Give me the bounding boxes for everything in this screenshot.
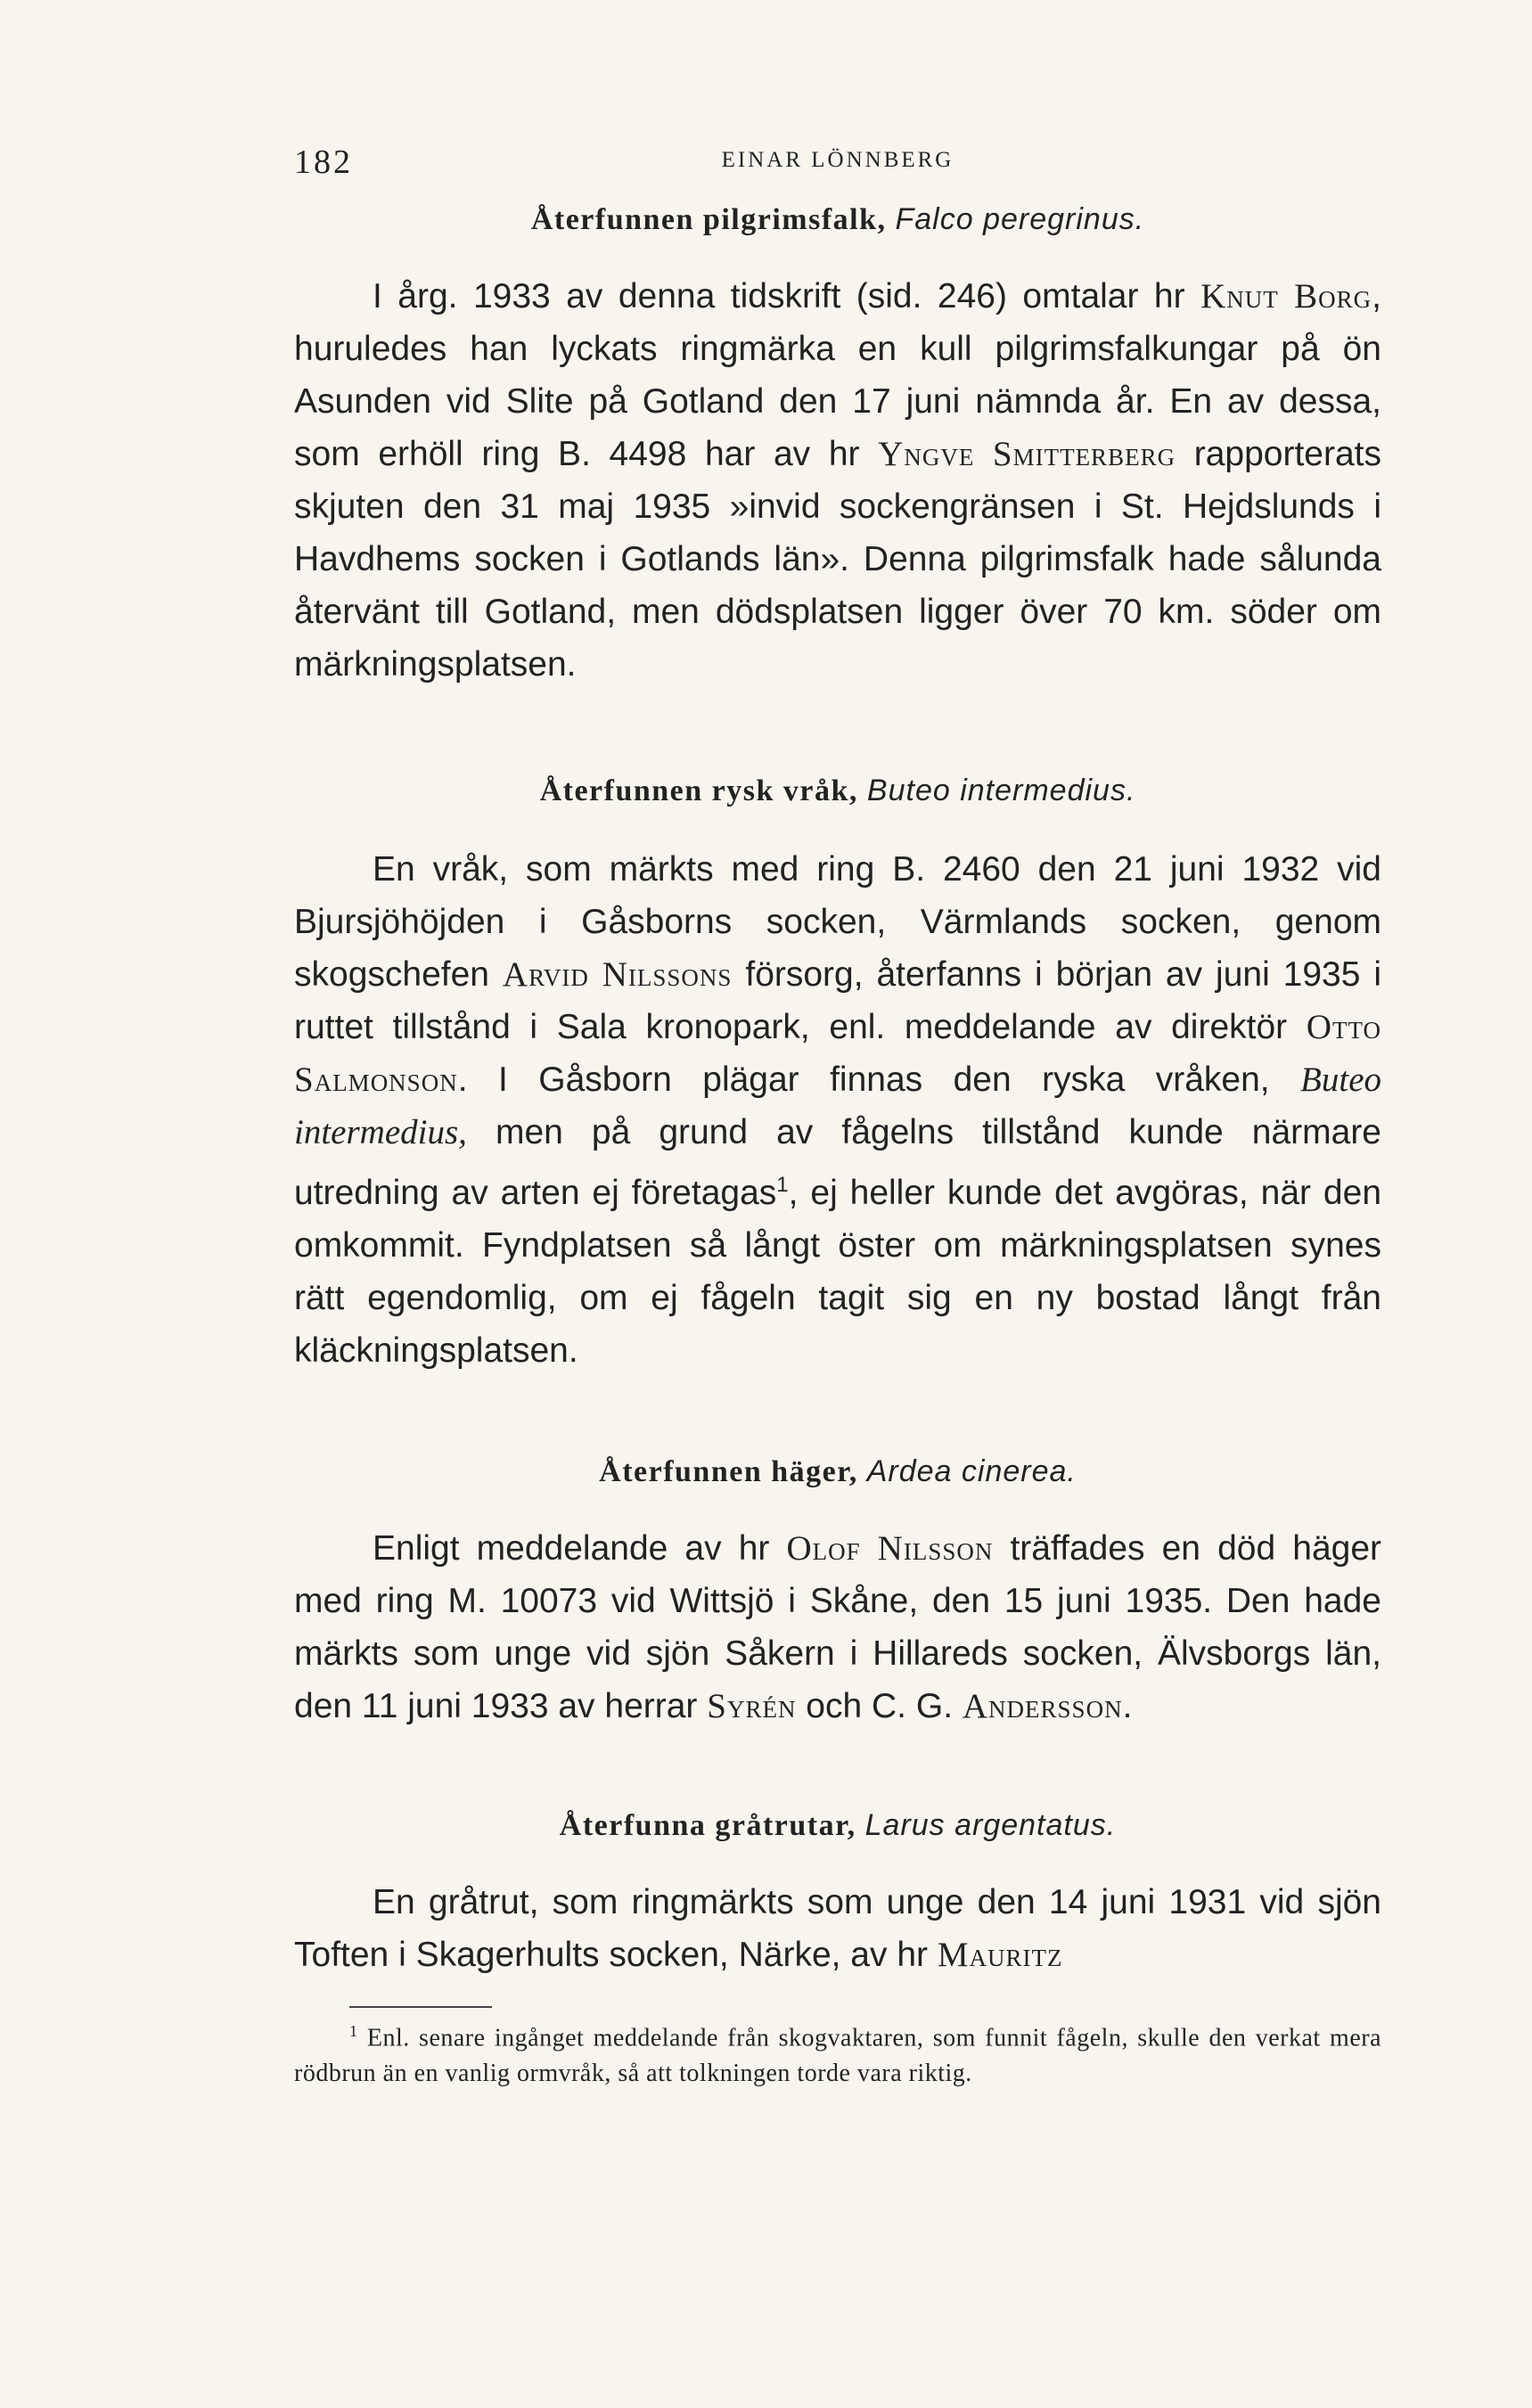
text-run: träffades en död häger med ring M. 10073 vid Wittsjö i Skåne, den 15 juni 1935. Den hade märkts som unge vid sjön Såkern i Hillareds socken, Älvsborgs län, den 11 juni 1933 av herrar: [294, 1529, 1382, 1725]
text-run: Enligt meddelande av hr: [373, 1529, 787, 1568]
text-run: En vråk, som märkts med ring B. 2460 den 21 juni 1932 vid Bjursjöhöjden i Gåsborns socken, Värmlands socken, genom skogschefen: [294, 850, 1381, 994]
running-head: EINAR LÖNNBERG: [721, 148, 954, 172]
footnote-marker: 1: [349, 2022, 358, 2040]
page-header: [294, 143, 1381, 187]
section-paragraph: [294, 270, 1381, 691]
heading-text: Återfunnen häger,: [599, 1455, 858, 1488]
person-name: Syrén: [707, 1687, 797, 1725]
species-inline: Buteo intermedius,: [294, 1061, 1381, 1151]
section-paragraph: [294, 843, 1381, 1377]
person-name: Olof Nilsson: [786, 1529, 994, 1568]
text-run: men på grund av fågelns tillstånd kunde närmare utredning av arten ej företagas: [294, 1113, 1381, 1212]
text-run: I årg. 1933 av denna tidskrift (sid. 246) omtalar hr: [373, 277, 1201, 315]
heading-text: Återfunnen pilgrimsfalk,: [530, 203, 887, 236]
text-run: , ej heller kunde det avgöras, när den omkommit. Fyndplatsen så långt öster om märkningsplatsen synes rätt egendomlig, om ej fågeln tagit sig en ny bostad långt från kläckningsplatsen.: [294, 1174, 1382, 1370]
text-run: , huruledes han lyckats ringmärka en kull pilgrimsfalkungar på ön Asunden vid Slite på Gotland den 17 juni nämnda år. En av dessa, som erhöll ring B. 4498 har av hr: [294, 277, 1381, 473]
text-column: [294, 196, 1381, 2092]
section-heading: [294, 200, 1381, 240]
footnote-rule: [349, 2006, 492, 2008]
footnote-text: Enl. senare ingånget meddelande från skogvaktaren, som funnit fågeln, skulle den verkat mera rödbrun än en vanlig ormvråk, så att tolkningen torde vara riktig.: [294, 2024, 1382, 2088]
person-name: Mauritz: [937, 1936, 1063, 1974]
species-name: Buteo intermedius.: [866, 774, 1136, 807]
section-heading: [294, 1806, 1381, 1846]
person-name: Andersson: [962, 1687, 1123, 1725]
species-name: Larus argentatus.: [864, 1808, 1117, 1842]
text-run: . I Gåsborn plägar finnas den ryska vråken,: [457, 1061, 1301, 1099]
section-paragraph: [294, 1876, 1381, 1981]
heading-text: Återfunnen rysk vråk,: [539, 774, 858, 807]
person-name: Otto Salmonson: [294, 1008, 1381, 1099]
person-name: Yngve Smitterberg: [878, 435, 1176, 473]
text-run: rapporterats skjuten den 31 maj 1935 »invid sockengränsen i St. Hejdslunds i Havdhems socken i Gotlands län». Denna pilgrimsfalk hade sålunda återvänt till Gotland, men dödsplatsen ligger över 70 km. söder om märkningsplatsen.: [294, 435, 1382, 684]
page-number: 182: [294, 143, 353, 181]
heading-text: Återfunna gråtrutar,: [559, 1809, 856, 1842]
section-paragraph: [294, 1522, 1381, 1732]
section-heading: [294, 771, 1381, 811]
text-run: En gråtrut, som ringmärkts som unge den 14 juni 1931 vid sjön Toften i Skagerhults socken, Närke, av hr: [294, 1883, 1381, 1974]
text-run: försorg, återfanns i början av juni 1935 i ruttet tillstånd i Sala kronopark, enl. meddelande av direktör: [294, 955, 1382, 1046]
species-name: Ardea cinerea.: [866, 1454, 1077, 1488]
footnote: [294, 2013, 1381, 2092]
text-run: och C. G.: [796, 1687, 963, 1725]
section-heading: [294, 1452, 1381, 1492]
person-name: Arvid Nilssons: [502, 955, 733, 994]
species-name: Falco peregrinus.: [895, 202, 1145, 236]
text-run: .: [1122, 1687, 1133, 1725]
footnote-ref[interactable]: 1: [776, 1173, 789, 1197]
person-name: Knut Borg: [1200, 277, 1372, 315]
